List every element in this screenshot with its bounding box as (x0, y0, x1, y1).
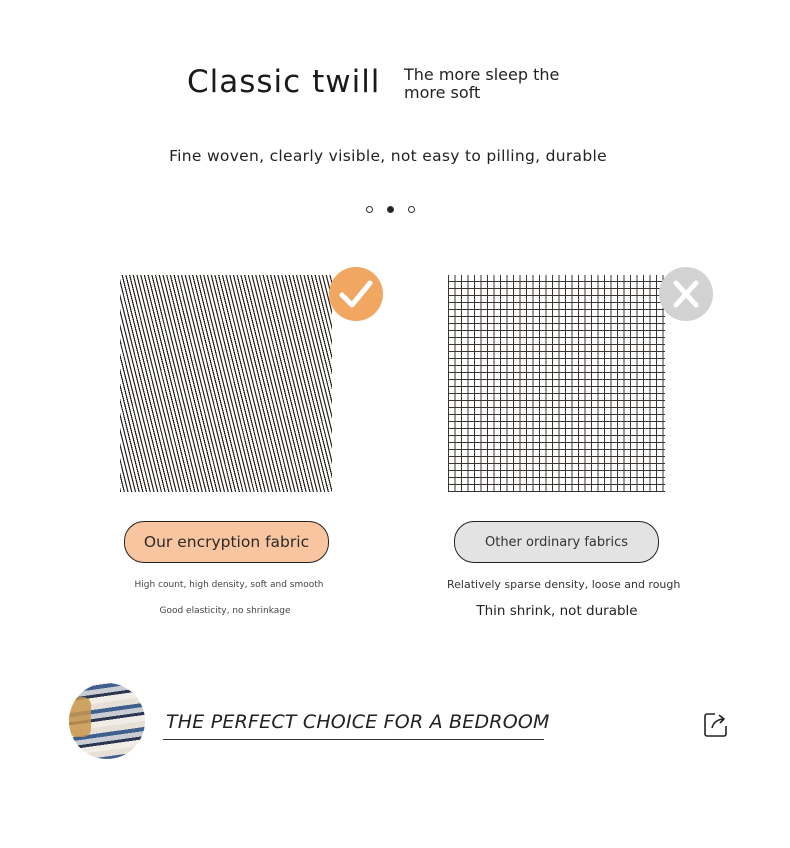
our-fabric-label: Our encryption fabric (124, 521, 329, 563)
tagline-underline (163, 739, 544, 740)
other-fabric-feature-1: Relatively sparse density, loose and rough (447, 578, 681, 591)
x-icon (659, 267, 713, 321)
carousel-dot-2[interactable] (387, 206, 394, 213)
slogan-text: The more sleep the more soft (404, 66, 560, 102)
share-icon (702, 711, 730, 739)
subtitle-text: Fine woven, clearly visible, not easy to pilling, durable (169, 147, 607, 165)
our-fabric-feature-1: High count, high density, soft and smooth (134, 580, 324, 590)
page-title: Classic twill (187, 64, 381, 100)
share-button[interactable] (702, 711, 730, 739)
carousel-dot-1[interactable] (366, 206, 373, 213)
other-fabric-label: Other ordinary fabrics (454, 521, 659, 563)
bedroom-thumbnail (69, 683, 145, 759)
other-fabric-feature-2: Thin shrink, not durable (476, 603, 638, 619)
encryption-fabric-image (120, 275, 332, 492)
ordinary-fabric-image (448, 275, 665, 492)
check-icon (329, 267, 383, 321)
bedroom-tagline: THE PERFECT CHOICE FOR A BEDROOM (166, 711, 550, 733)
pillow-shape (69, 697, 91, 737)
carousel-dot-3[interactable] (408, 206, 415, 213)
carousel-indicator (366, 206, 415, 213)
our-fabric-feature-2: Good elasticity, no shrinkage (159, 606, 291, 616)
